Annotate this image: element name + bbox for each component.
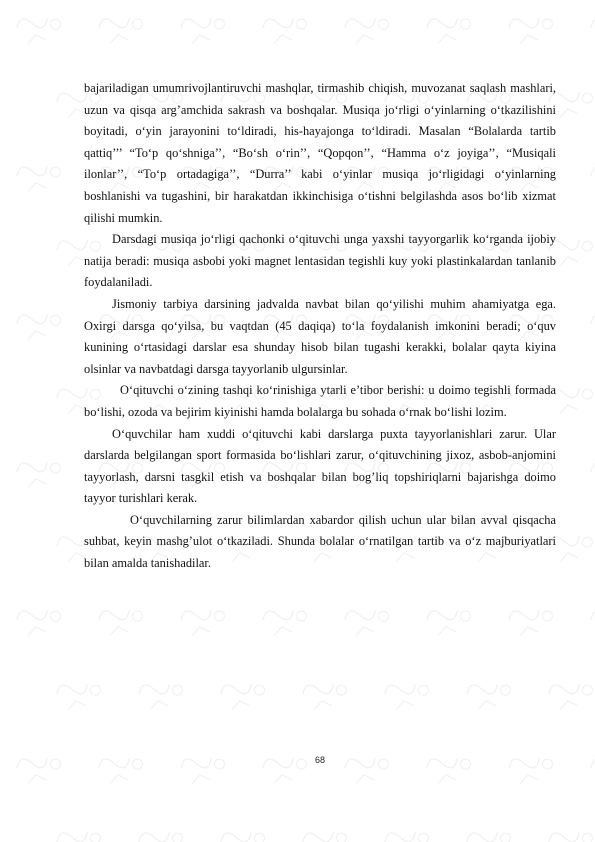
watermark-glyph-88: [465, 822, 514, 842]
watermark-glyph-0: [15, 8, 64, 47]
watermark-glyph-61: [97, 600, 146, 639]
watermark-glyph-83: [55, 822, 104, 842]
watermark-glyph-66: [507, 600, 556, 639]
watermark-glyph-85: [219, 822, 268, 842]
watermark-glyph-22: [589, 156, 595, 195]
watermark-glyph-5: [425, 8, 474, 47]
paragraph-3: Jismoniy tarbiya darsining jadvalda navbat bilan qo‘yilishi muhim ahamiyatga ega. Oxirgi darsga qo‘yilsa, bu vaqtdan (45 daqiqa) to‘la foydalanish imkonini beradi; o‘quv kunining o‘rtasidagi darslar esa shunday hisob bilan tugashi kerakki, bolalar qayta kiyina olsinlar va navbatdagi darsga tayyorlanib ulgursinlar.: [84, 296, 556, 376]
watermark-glyph-52: [589, 452, 595, 491]
watermark-glyph-63: [261, 600, 310, 639]
watermark-glyph-72: [383, 674, 432, 713]
watermark-glyph-6: [507, 8, 556, 47]
watermark-glyph-3: [261, 8, 310, 47]
watermark-glyph-71: [301, 674, 350, 713]
watermark-glyph-15: [15, 156, 64, 195]
watermark-glyph-1: [97, 8, 146, 47]
watermark-glyph-86: [301, 822, 350, 842]
watermark-glyph-62: [179, 600, 228, 639]
watermark-glyph-87: [383, 822, 432, 842]
watermark-glyph-37: [589, 304, 595, 343]
watermark-glyph-89: [547, 822, 595, 842]
watermark-glyph-68: [55, 674, 104, 713]
paragraph-5: O‘quvchilar ham xuddi o‘qituvchi kabi darslarga puxta tayyorlanishlari zarur. Ular darslarda belgilangan sport formasida bo‘lishlari zarur, o‘qituvchining jixoz, asbob-anjomini tayyorlash, darsni tasgkil etish va boshqalar bilan bog’liq topshiriqlarni bajarishga doimo tayyor turishlari kerak.: [84, 426, 556, 506]
watermark-glyph-45: [15, 452, 64, 491]
paragraph-4: O‘qituvchi o‘zining tashqi ko‘rinishiga ytarli e’tibor berishi: u doimo tegishli formada bo‘lishi, ozoda va bejirim kiyinishi hamda bolalarga bu sohada o‘rnak bo‘lishi lozim.: [84, 383, 556, 419]
watermark-glyph-60: [15, 600, 64, 639]
watermark-glyph-2: [179, 8, 228, 47]
watermark-glyph-67: [589, 600, 595, 639]
watermark-glyph-74: [547, 674, 595, 713]
watermark-glyph-4: [343, 8, 392, 47]
watermark-glyph-69: [137, 674, 186, 713]
watermark-glyph-7: [589, 8, 595, 47]
watermark-glyph-30: [15, 304, 64, 343]
watermark-glyph-70: [219, 674, 268, 713]
watermark-glyph-73: [465, 674, 514, 713]
paragraph-1: bajariladigan umumrivojlantiruvchi mashqlar, tirmashib chiqish, muvozanat saqlash mashlari, uzun va qisqa arg’amchida sakrash va boshqalar. Musiqa jo‘rligi o‘yinlarning o‘tkazilishini boyitadi, o‘yin jarayonini to‘ldiradi, his-hayajonga to‘ldiradi. Masalan “Bolalarda tartib qattiq’’’ “To‘p qo‘shniga’’, “Bo‘sh o‘rin’’, “Qopqon’’, “Hamma o‘z joyiga’’, “Musiqali ilonlar’’, “To‘p ortadagiga’’, “Durra’’ kabi o‘yinlar musiqa jo‘rligidagi o‘yinlarning boshlanishi va tugashini, bir harakatdan ikkinchisiga o‘tishni belgilashda asos bo‘lib xizmat qilishi mumkin.: [84, 81, 556, 225]
watermark-glyph-64: [343, 600, 392, 639]
watermark-glyph-84: [137, 822, 186, 842]
paragraph-6: O‘quvchilarning zarur bilimlardan xabardor qilish uchun ular bilan avval qisqacha suhbat, keyin mashg’ulot o‘tkaziladi. Shunda bolalar o‘rnatilgan tartib va o‘z majburiyatlari bilan amalda tanishadilar.: [84, 512, 556, 571]
watermark-glyph-65: [425, 600, 474, 639]
page-number: 68: [314, 755, 325, 765]
paragraph-2: Darsdagi musiqa jo‘rligi qachonki o‘qituvchi unga yaxshi tayyorgarlik ko‘rganda ijobiy natija beradi: musiqa asbobi yoki magnet lentasidan tegishli kuy yoki plastinkalardan tanlanib foydalaniladi.: [84, 232, 556, 290]
body-text: [84, 78, 556, 575]
